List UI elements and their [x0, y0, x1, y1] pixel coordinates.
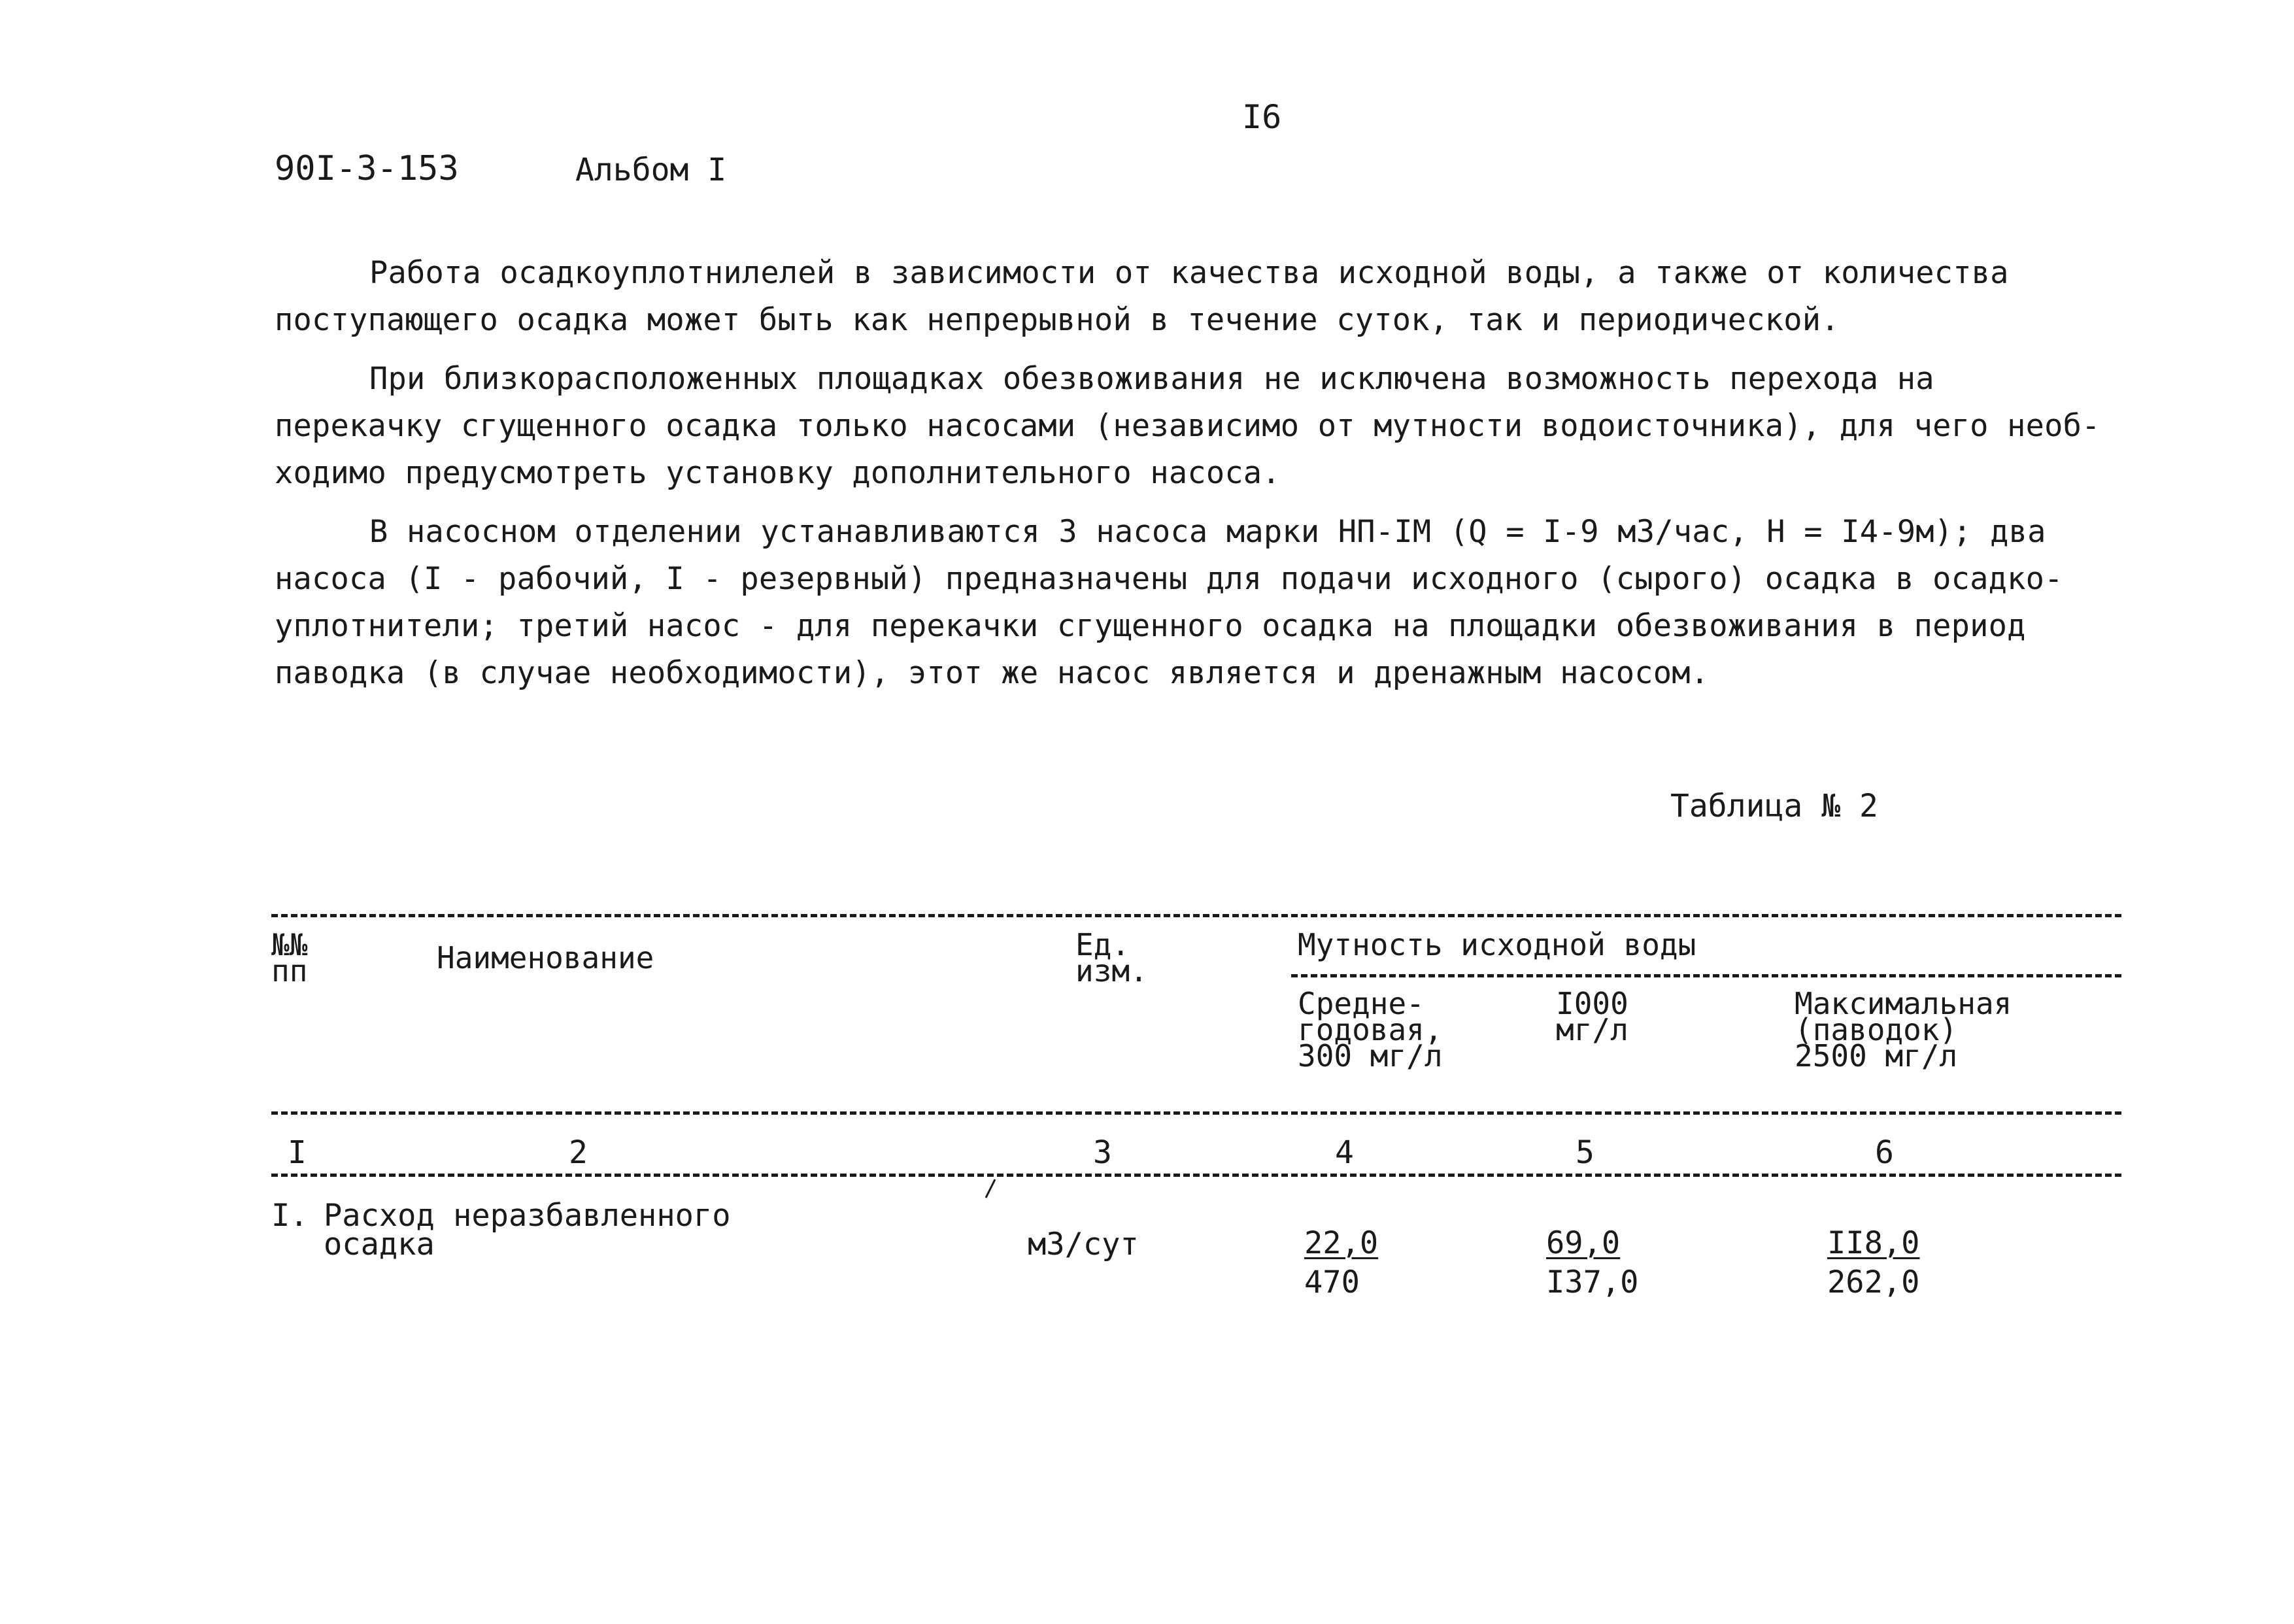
header-name: Наименование	[437, 940, 654, 975]
header-num: №№ пп	[271, 927, 308, 989]
paragraph-2-line-1: При близкорасположенных площадках обезвоживания не исключена возможность перехода на	[369, 361, 1934, 397]
scan-tick-mark	[981, 1177, 1000, 1200]
column-number-6: 6	[1875, 1134, 1894, 1171]
table-caption: Таблица № 2	[1670, 788, 1878, 824]
header-bottom-rule	[271, 1111, 2121, 1115]
album-label: Альбом I	[575, 152, 727, 188]
column-number-5: 5	[1576, 1134, 1594, 1171]
value-maximum-top: II8,0	[1827, 1225, 1920, 1261]
column-number-2: 2	[569, 1134, 588, 1171]
paragraph-2-line-2: перекачку сгущенного осадка только насосами (независимо от мутности водоисточника), для чего необ-	[275, 408, 2100, 444]
header-sub-1000: I000 мг/л	[1556, 986, 1628, 1047]
document-code: 90I-3-153	[275, 149, 459, 188]
column-number-1: I	[288, 1134, 307, 1171]
paragraph-3-line-4: паводка (в случае необходимости), этот же насос является и дренажным насосом.	[275, 655, 1710, 691]
paragraph-3-line-1: В насосном отделении устанавливаются 3 насоса марки НП-IМ (Q = I-9 м3/час, Н = I4-9м); два	[369, 514, 2046, 550]
header-sub-average: Средне- годовая, 300 мг/л	[1298, 986, 1443, 1074]
table-top-rule	[271, 914, 2121, 917]
column-number-4: 4	[1335, 1134, 1354, 1171]
value-average	[1304, 1225, 1379, 1300]
value-maximum-bottom: 262,0	[1827, 1264, 1920, 1300]
paragraph-1-line-2: поступающего осадка может быть как непрерывной в течение суток, так и периодической.	[275, 302, 1840, 338]
column-number-rule	[271, 1174, 2121, 1177]
column-number-3: 3	[1093, 1134, 1112, 1171]
paragraph-2-line-3: ходимо предусмотреть установку дополнительного насоса.	[275, 455, 1281, 491]
header-sub-maximum: Максимальная (паводок) 2500 мг/л	[1795, 986, 2012, 1074]
value-average-top: 22,0	[1304, 1225, 1379, 1261]
header-sub-rule	[1291, 974, 2121, 977]
header-unit: Ед. изм.	[1075, 927, 1148, 989]
value-average-bottom: 470	[1304, 1264, 1360, 1300]
value-1000	[1546, 1225, 1639, 1300]
paragraph-3-line-2: насоса (I - рабочий, I - резервный) предназначены для подачи исходного (сырого) осадка в осадко-	[275, 561, 2063, 597]
page-number: I6	[1242, 98, 1282, 136]
row-number: I.	[271, 1198, 309, 1234]
paragraph-3-line-3: уплотнители; третий насос - для перекачки сгущенного осадка на площадки обезвоживания в период	[275, 608, 2026, 644]
row-unit: м3/сут	[1028, 1226, 1139, 1262]
row-name: Расход неразбавленного осадка	[324, 1198, 731, 1262]
value-1000-top: 69,0	[1546, 1225, 1621, 1261]
paragraph-1-line-1: Работа осадкоуплотнилелей в зависимости от качества исходной воды, а также от количества	[369, 255, 2009, 291]
value-1000-bottom: I37,0	[1546, 1264, 1639, 1300]
value-maximum	[1827, 1225, 1920, 1300]
header-turbidity: Мутность исходной воды	[1298, 927, 1696, 962]
